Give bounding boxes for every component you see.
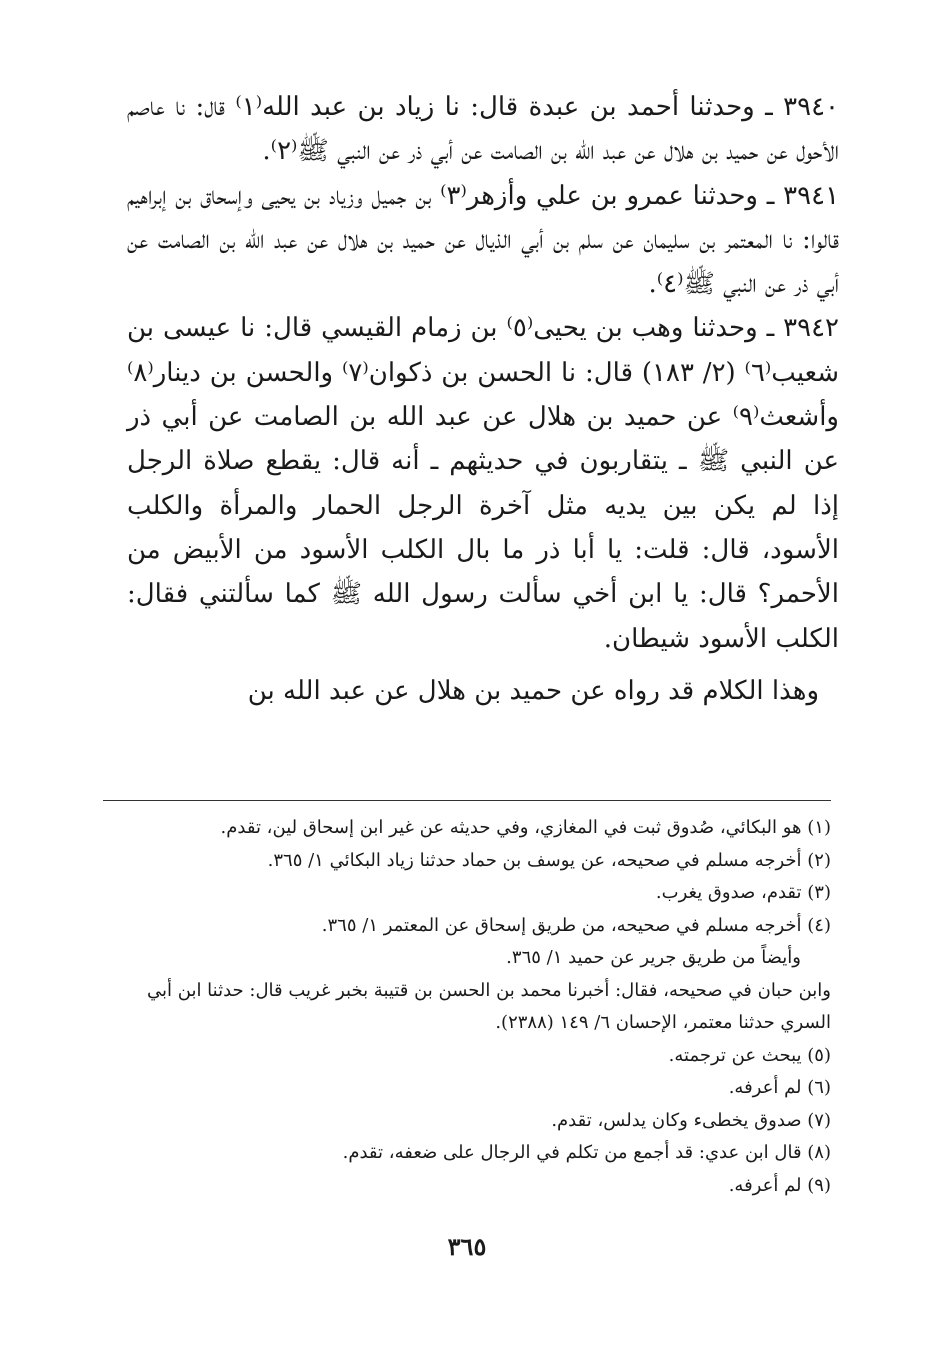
footnote-4: (٤) أخرجه مسلم في صحيحه، من طريق إسحاق عن المعتمر ١/ ٣٦٥. — [321, 914, 831, 936]
page-number: ٣٦٥ — [447, 1232, 487, 1261]
hadith-number: ٣٩٤١ — [783, 180, 840, 211]
footnote-7: (٧) صدوق يخطىء وكان يدلس، تقدم. — [551, 1109, 831, 1131]
footnote-2: (٢) أخرجه مسلم في صحيحه، عن يوسف بن حماد حدثنا زياد البكائي ١/ ٣٦٥. — [267, 849, 831, 871]
footnote-5: (٥) يبحث عن ترجمته. — [668, 1044, 831, 1066]
hadith-text: ـ وحدثنا أحمد بن عبدة قال: نا زياد بن عبد الله⁽١⁾ قال: نا عاصم الأحول عن حميد بن هلال عن عبد الله بن الصامت عن أبي ذر عن النبي ﷺ⁽٢⁾. — [127, 92, 839, 167]
hadith-number: ٣٩٤٢ — [783, 313, 839, 344]
hadith-3941 — [127, 174, 839, 307]
footnote-1: (١) هو البكائي، صُدوق ثبت في المغازي، وفي حديثه عن غير ابن إسحاق لين، تقدم. — [220, 817, 831, 838]
main-text — [127, 85, 839, 713]
hadith-text: ـ وحدثنا عمرو بن علي وأزهر⁽٣⁾ بن جميل وزياد بن يحيى وإسحاق بن إبراهيم قالوا: نا المعتمر بن سليمان عن سلم بن أبي الذيال عن حميد بن هلال عن عبد الله بن الصامت عن أبي ذر عن النبي ﷺ⁽٤⁾. — [127, 180, 839, 300]
hadith-number: ٣٩٤٠ — [783, 92, 839, 122]
footnote-divider — [103, 800, 831, 801]
footnote-6: (٦) لم أعرفه. — [728, 1077, 831, 1098]
hadith-3942 — [127, 306, 839, 660]
footnote-3: (٣) تقدم، صدوق يغرب. — [655, 882, 831, 903]
closing-paragraph: وهذا الكلام قد رواه عن حميد بن هلال عن عبد الله بن — [247, 675, 819, 706]
footnotes — [101, 812, 831, 1202]
footnote-9: (٩) لم أعرفه. — [728, 1174, 831, 1196]
footnote-4-continued-2: وابن حبان في صحيحه، فقال: أخبرنا محمد بن الحسن بن قتيبة بخبر غريب قال: حدثنا ابن أبي السري حدثنا معتمر، الإحسان ٦/ ١٤٩ (٢٣٨٨). — [147, 979, 831, 1033]
hadith-3940 — [127, 85, 839, 174]
footnote-8: (٨) قال ابن عدي: قد أجمع من تكلم في الرجال على ضعفه، تقدم. — [342, 1142, 831, 1163]
footnote-4-continued: وأيضاً من طريق جرير عن حميد ١/ ٣٦٥. — [506, 947, 801, 968]
hadith-text: ـ وحدثنا وهب بن يحيى⁽٥⁾ بن زمام القيسي قال: نا عيسى بن شعيب⁽٦⁾ (٢/ ١٨٣) قال: نا الحسن بن ذكوان⁽٧⁾ والحسن بن دينار⁽٨⁾ وأشعث⁽٩⁾ عن حميد بن هلال عن عبد الله بن الصامت عن أبي ذر عن النبي ﷺ ـ يتقاربون في حديثهم ـ أنه قال: يقطع صلاة الرجل إذا لم يكن بين يديه مثل آخرة الرجل الحمار والمرأة والكلب الأسود، قال: قلت: يا أبا ذر ما بال الكلب الأسود من الأبيض من الأحمر؟ قال: يا ابن أخي سألت رسول الله ﷺ كما سألتني فقال: الكلب الأسود شيطان. — [127, 313, 840, 654]
